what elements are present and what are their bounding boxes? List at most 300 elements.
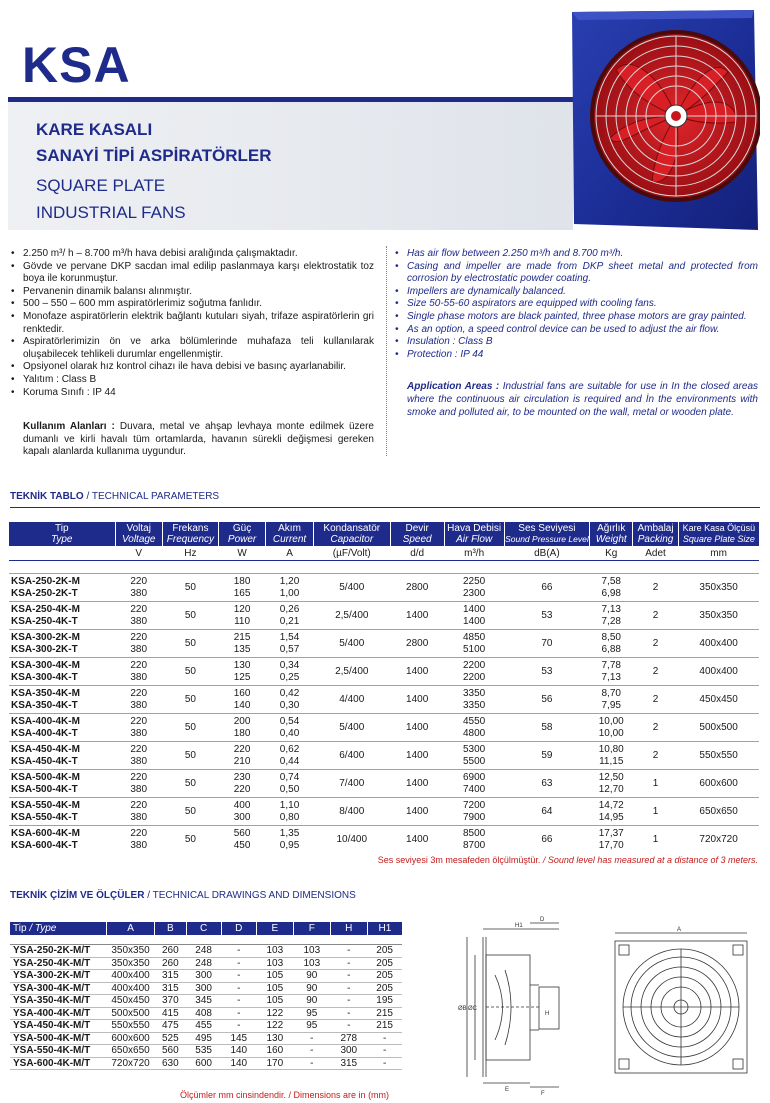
dims-cell: 720x720 <box>107 1057 155 1070</box>
tech-cell-w <box>218 798 265 826</box>
tech-cell-line: 215 <box>233 631 251 643</box>
tech-cell-hz: 50 <box>162 714 218 742</box>
technical-parameters-table <box>9 522 759 853</box>
tech-cell-line: 0,57 <box>279 643 300 655</box>
dims-cell: 103 <box>256 945 293 958</box>
tech-cell-pack: 1 <box>633 770 678 798</box>
tech-cell-cap: 7/400 <box>313 770 390 798</box>
tech-cell-db: 53 <box>504 658 589 686</box>
tech-cell-pack: 2 <box>633 742 678 770</box>
tech-cell-line: 380 <box>130 643 148 655</box>
tech-header-en: Square Plate Size <box>682 534 755 544</box>
tech-cell-line: 1,20 <box>279 575 300 587</box>
tech-cell-db: 66 <box>504 574 589 602</box>
tech-cell-line: 200 <box>233 715 251 727</box>
dims-cell: 248 <box>186 945 221 958</box>
tech-unit-cell: m³/h <box>444 546 504 561</box>
tech-cell-line: 17,37 <box>598 827 624 839</box>
tech-cell-db: 70 <box>504 630 589 658</box>
tech-cell-line: 380 <box>130 811 148 823</box>
dims-spacer-row <box>10 935 402 945</box>
tech-cell-line: 1,10 <box>279 799 300 811</box>
tech-cell-cap: 2,5/400 <box>313 602 390 630</box>
tech-header-cell <box>633 522 678 546</box>
dims-header-cell <box>10 922 107 935</box>
title-tr-line2: SANAYİ TİPİ ASPİRATÖRLER <box>36 146 272 165</box>
tech-cell-db: 59 <box>504 742 589 770</box>
tech-table-row <box>9 770 759 798</box>
tech-cell-line: 220 <box>130 827 148 839</box>
tech-cell-line: 160 <box>233 687 251 699</box>
tech-cell-line: 0,44 <box>279 755 300 767</box>
tech-cell-flow <box>444 798 504 826</box>
tech-cell-line: 2300 <box>463 587 486 599</box>
tech-cell-db: 56 <box>504 686 589 714</box>
tech-cell-flow <box>444 630 504 658</box>
tech-header-en: Voltage <box>121 534 156 545</box>
tech-cell-line: 0,42 <box>279 687 300 699</box>
feature-tr: • Pervanenin dinamik balansı alınmıştır. <box>10 286 374 299</box>
tech-header-en: Type <box>51 534 73 545</box>
tech-cell-hz: 50 <box>162 602 218 630</box>
dims-cell: - <box>221 982 256 995</box>
feature-tr: • Monofaze aspiratörlerin elektrik bağlantı kutuları siyah, trifaze aspiratörlerin gri renktedir. <box>10 311 374 336</box>
tech-cell-line: 0,80 <box>279 811 300 823</box>
dims-cell: 408 <box>186 1007 221 1020</box>
feature-en: • Insulation : Class B <box>394 336 758 349</box>
tech-cell-line: 0,95 <box>279 839 300 851</box>
dims-header-cell: C <box>186 922 221 935</box>
tech-cell-line: 10,80 <box>598 743 624 755</box>
tech-cell-pack: 1 <box>633 798 678 826</box>
dims-cell: 103 <box>256 957 293 970</box>
dims-table-row <box>10 982 402 995</box>
tech-header-tr: Devir <box>405 523 429 534</box>
side-view-drawing <box>467 923 559 1087</box>
tech-cell-line: 1,54 <box>279 631 300 643</box>
section1-en: / TECHNICAL PARAMETERS <box>83 491 220 502</box>
tech-unit-cell: (µF/Volt) <box>313 546 390 561</box>
tech-cell-w <box>218 826 265 854</box>
dims-cell: 215 <box>367 1007 402 1020</box>
tech-cell-line: 8500 <box>463 827 486 839</box>
usage-tr-label: Kullanım Alanları : <box>23 421 115 433</box>
tech-cell-rpm: 1400 <box>390 602 444 630</box>
tech-cell-line: KSA-600-4K-M <box>11 827 80 839</box>
dims-table-row <box>10 945 402 958</box>
usage-en-text: Industrial fans are suitable for use in In the closed areas where the continuous air circulation is required and İn the environments with smoke and polluted air, to be mounted on the wall, metal or wooden plate. <box>407 381 759 418</box>
tech-cell-line: 6,98 <box>601 587 621 599</box>
tech-cell-db: 66 <box>504 826 589 854</box>
tech-cell-volt <box>115 742 162 770</box>
dims-cell: - <box>330 970 367 983</box>
tech-cell-tip <box>9 770 115 798</box>
tech-cell-tip <box>9 574 115 602</box>
dims-header-cell: F <box>293 922 330 935</box>
tech-cell-cap: 5/400 <box>313 714 390 742</box>
tech-cell-kg <box>590 630 633 658</box>
tech-header-tr: Tip <box>54 523 69 534</box>
feature-en: • Impellers are dynamically balanced. <box>394 286 758 299</box>
dims-cell: - <box>293 1045 330 1058</box>
tech-cell-line: 120 <box>233 603 251 615</box>
tech-header-cell <box>218 522 265 546</box>
tech-unit-cell: Adet <box>633 546 678 561</box>
tech-cell-rpm: 1400 <box>390 742 444 770</box>
tech-cell-line: KSA-500-4K-T <box>11 783 78 795</box>
section-technical-parameters <box>10 491 219 502</box>
dims-cell: 495 <box>186 1032 221 1045</box>
tech-cell-line: 220 <box>130 631 148 643</box>
tech-cell-line: KSA-250-4K-T <box>11 615 78 627</box>
tech-unit-cell: W <box>218 546 265 561</box>
tech-cell-cap: 5/400 <box>313 630 390 658</box>
tech-cell-tip <box>9 826 115 854</box>
tech-cell-line: 140 <box>233 699 251 711</box>
dims-table-row <box>10 995 402 1008</box>
tech-cell-a <box>266 714 313 742</box>
tech-cell-line: 8,50 <box>601 631 621 643</box>
tech-unit-cell: mm <box>678 546 759 561</box>
tech-cell-volt <box>115 658 162 686</box>
tech-table-row <box>9 658 759 686</box>
dims-header-en: / Type <box>29 923 57 934</box>
tech-cell-line: 5300 <box>463 743 486 755</box>
tech-cell-line: 165 <box>233 587 251 599</box>
dims-cell: 103 <box>293 957 330 970</box>
tech-cell-rpm: 1400 <box>390 714 444 742</box>
dims-cell: 248 <box>186 957 221 970</box>
tech-header-cell <box>504 522 589 546</box>
tech-cell-line: 0,34 <box>279 659 300 671</box>
tech-cell-line: 130 <box>233 659 251 671</box>
tech-cell-line: 12,70 <box>598 783 624 795</box>
dims-cell: YSA-600-4K-M/T <box>10 1057 107 1070</box>
dims-cell: 315 <box>330 1057 367 1070</box>
tech-cell-line: 0,62 <box>279 743 300 755</box>
tech-spacer-row <box>9 561 759 574</box>
label-a: A <box>677 927 682 933</box>
tech-cell-kg <box>590 658 633 686</box>
dims-cell: 560 <box>155 1045 187 1058</box>
dims-cell: YSA-350-4K-M/T <box>10 995 107 1008</box>
tech-cell-line: 1,00 <box>279 587 300 599</box>
tech-cell-a <box>266 602 313 630</box>
tech-cell-line: 210 <box>233 755 251 767</box>
dims-cell: 95 <box>293 1020 330 1033</box>
label-phi-b: ØB <box>458 1006 467 1012</box>
dims-table-row <box>10 1045 402 1058</box>
tech-cell-line: KSA-550-4K-M <box>11 799 80 811</box>
tech-table-body <box>9 546 759 853</box>
technical-drawing <box>455 915 767 1095</box>
tech-header-en: Weight <box>595 534 627 545</box>
tech-cell-line: 110 <box>234 615 251 627</box>
tech-cell-a <box>266 658 313 686</box>
tech-header-en: Capacitor <box>330 534 374 545</box>
feature-en: • Casing and impeller are made from DKP sheet metal and protected from corrosion by electrostatic powder coating. <box>394 261 758 286</box>
dims-cell: 215 <box>367 1020 402 1033</box>
dims-cell: - <box>330 957 367 970</box>
tech-header-tr: Frekans <box>172 523 209 534</box>
tech-cell-line: 380 <box>130 587 148 599</box>
tech-header-en: Speed <box>402 534 432 545</box>
tech-cell-line: 220 <box>130 715 148 727</box>
tech-cell-pack: 2 <box>633 714 678 742</box>
label-f: F <box>541 1091 545 1095</box>
tech-cell-size: 450x450 <box>678 686 759 714</box>
tech-cell-line: 6,88 <box>601 643 621 655</box>
front-view-drawing <box>615 933 747 1073</box>
dims-cell: 315 <box>155 970 187 983</box>
section1-rule <box>10 507 760 508</box>
tech-cell-line: 450 <box>233 839 251 851</box>
tech-cell-volt <box>115 770 162 798</box>
dims-cell: 140 <box>221 1045 256 1058</box>
dims-cell: YSA-300-2K-M/T <box>10 970 107 983</box>
tech-cell-line: 4550 <box>463 715 486 727</box>
dims-cell: 300 <box>186 982 221 995</box>
dims-cell: 525 <box>155 1032 187 1045</box>
tech-cell-line: 400 <box>233 799 251 811</box>
tech-cell-line: 2200 <box>463 659 486 671</box>
dims-cell: - <box>221 970 256 983</box>
tech-cell-line: 0,40 <box>279 727 300 739</box>
dims-cell: 130 <box>256 1032 293 1045</box>
tech-header-cell <box>390 522 444 546</box>
tech-cell-hz: 50 <box>162 742 218 770</box>
dims-cell: 350x350 <box>107 957 155 970</box>
tech-cell-line: 7200 <box>463 799 486 811</box>
dims-cell: YSA-300-4K-M/T <box>10 982 107 995</box>
spacer <box>10 935 402 945</box>
tech-cell-cap: 2,5/400 <box>313 658 390 686</box>
dims-header-tr: Tip <box>13 923 30 934</box>
tech-cell-line: KSA-600-4K-T <box>11 839 78 851</box>
tech-cell-size: 720x720 <box>678 826 759 854</box>
tech-header-cell <box>9 522 115 546</box>
tech-cell-rpm: 1400 <box>390 798 444 826</box>
label-h: H <box>545 1011 550 1017</box>
dims-table-row <box>10 1020 402 1033</box>
dims-cell: 400x400 <box>107 970 155 983</box>
tech-cell-line: 5100 <box>463 643 486 655</box>
tech-cell-line: 380 <box>130 839 148 851</box>
tech-cell-rpm: 1400 <box>390 658 444 686</box>
tech-cell-line: 7,28 <box>601 615 621 627</box>
tech-cell-line: 7,13 <box>601 671 621 683</box>
fan-product-image <box>568 10 760 232</box>
dims-cell: 300 <box>330 1045 367 1058</box>
dims-cell: 600x600 <box>107 1032 155 1045</box>
tech-cell-line: 220 <box>130 687 148 699</box>
dims-cell: - <box>330 945 367 958</box>
tech-cell-tip <box>9 630 115 658</box>
tech-cell-line: 135 <box>233 643 251 655</box>
tech-table-row <box>9 574 759 602</box>
dims-cell: 600 <box>186 1057 221 1070</box>
dims-cell: 535 <box>186 1045 221 1058</box>
dims-cell: 500x500 <box>107 1007 155 1020</box>
tech-cell-db: 63 <box>504 770 589 798</box>
tech-unit-cell: Hz <box>162 546 218 561</box>
dims-cell: 145 <box>221 1032 256 1045</box>
tech-cell-line: 7,13 <box>601 603 621 615</box>
dims-cell: - <box>221 995 256 1008</box>
tech-cell-line: 0,50 <box>279 783 300 795</box>
feature-tr: • 500 – 550 – 600 mm aspiratörlerimiz soğutma fanlıdır. <box>10 298 374 311</box>
tech-cell-line: 8700 <box>463 839 486 851</box>
features-en <box>394 248 758 419</box>
dims-table-row <box>10 957 402 970</box>
tech-cell-line: 180 <box>233 575 251 587</box>
dims-cell: - <box>221 1007 256 1020</box>
dims-cell: 475 <box>155 1020 187 1033</box>
tech-header-tr: Ses Seviyesi <box>518 523 576 534</box>
tech-cell-flow <box>444 686 504 714</box>
tech-cell-line: 230 <box>233 771 251 783</box>
tech-cell-w <box>218 742 265 770</box>
tech-cell-a <box>266 798 313 826</box>
dims-cell: - <box>330 995 367 1008</box>
dims-cell: 350x350 <box>107 945 155 958</box>
tech-cell-a <box>266 630 313 658</box>
tech-cell-flow <box>444 742 504 770</box>
label-e: E <box>505 1087 510 1093</box>
dims-cell: - <box>330 982 367 995</box>
tech-cell-tip <box>9 714 115 742</box>
tech-header-cell <box>266 522 313 546</box>
tech-cell-line: 180 <box>233 727 251 739</box>
dims-cell: YSA-250-4K-M/T <box>10 957 107 970</box>
tech-cell-a <box>266 826 313 854</box>
feature-en: • Size 50-55-60 aspirators are equipped with cooling fans. <box>394 298 758 311</box>
tech-cell-line: 1400 <box>463 603 486 615</box>
tech-cell-rpm: 1400 <box>390 826 444 854</box>
tech-cell-line: 5500 <box>463 755 486 767</box>
dims-cell: 260 <box>155 957 187 970</box>
dims-cell: 105 <box>256 995 293 1008</box>
tech-cell-line: 1400 <box>463 615 486 627</box>
dims-header-cell: E <box>256 922 293 935</box>
dims-header-cell: H <box>330 922 367 935</box>
dims-cell: 205 <box>367 945 402 958</box>
dims-cell: 90 <box>293 995 330 1008</box>
tech-cell-db: 53 <box>504 602 589 630</box>
tech-cell-hz: 50 <box>162 574 218 602</box>
dims-cell: 300 <box>186 970 221 983</box>
tech-unit-cell: A <box>266 546 313 561</box>
tech-cell-line: 8,70 <box>601 687 621 699</box>
tech-header-tr: Kondansatör <box>323 523 381 534</box>
dims-cell: 122 <box>256 1020 293 1033</box>
tech-cell-line: 220 <box>130 799 148 811</box>
dims-cell: - <box>330 1020 367 1033</box>
usage-en-label: Application Areas : <box>407 381 500 393</box>
tech-cell-hz: 50 <box>162 770 218 798</box>
tech-cell-line: 4800 <box>463 727 486 739</box>
tech-header-tr: Akım <box>278 523 301 534</box>
tech-cell-line: 7,78 <box>601 659 621 671</box>
dims-cell: 550x550 <box>107 1020 155 1033</box>
dims-cell: YSA-500-4K-M/T <box>10 1032 107 1045</box>
label-d: D <box>540 917 545 923</box>
tech-cell-line: 220 <box>130 575 148 587</box>
tech-cell-flow <box>444 602 504 630</box>
tech-cell-line: 380 <box>130 727 148 739</box>
tech-cell-cap: 6/400 <box>313 742 390 770</box>
tech-cell-line: 0,26 <box>279 603 300 615</box>
tech-cell-hz: 50 <box>162 798 218 826</box>
tech-table-row <box>9 798 759 826</box>
dims-cell: YSA-550-4K-M/T <box>10 1045 107 1058</box>
dims-cell: 370 <box>155 995 187 1008</box>
section2-tr: TEKNİK ÇİZİM VE ÖLÇÜLER <box>10 890 145 901</box>
tech-cell-pack: 2 <box>633 686 678 714</box>
tech-cell-pack: 2 <box>633 574 678 602</box>
tech-cell-line: 4850 <box>463 631 486 643</box>
dims-cell: YSA-250-2K-M/T <box>10 945 107 958</box>
dims-cell: 205 <box>367 982 402 995</box>
tech-cell-w <box>218 686 265 714</box>
tech-header-en: Power <box>227 534 257 545</box>
tech-cell-line: 0,74 <box>279 771 300 783</box>
tech-cell-volt <box>115 630 162 658</box>
feature-tr: • Gövde ve pervane DKP sacdan imal edilip paslanmaya karşı elektrostatik toz boya ile korunmuştur. <box>10 261 374 286</box>
tech-cell-kg <box>590 602 633 630</box>
tech-cell-line: 2200 <box>463 671 486 683</box>
feature-en: • Single phase motors are black painted, three phase motors are gray painted. <box>394 311 758 324</box>
tech-cell-size: 350x350 <box>678 602 759 630</box>
tech-cell-volt <box>115 574 162 602</box>
dims-cell: 650x650 <box>107 1045 155 1058</box>
tech-cell-line: 0,21 <box>279 615 300 627</box>
tech-header-tr: Ağırlık <box>597 523 626 534</box>
tech-header-cell <box>444 522 504 546</box>
tech-header-tr: Güç <box>232 523 252 534</box>
tech-cell-rpm: 1400 <box>390 686 444 714</box>
tech-cell-pack: 1 <box>633 826 678 854</box>
tech-cell-line: 380 <box>130 615 148 627</box>
tech-cell-hz: 50 <box>162 826 218 854</box>
dims-table-header-row <box>10 922 402 935</box>
tech-cell-line: KSA-400-4K-M <box>11 715 80 727</box>
column-divider <box>386 246 387 456</box>
dimensions-unit-note: Ölçümler mm cinsindendir. / Dimensions are in (mm) <box>180 1090 390 1100</box>
tech-cell-tip <box>9 798 115 826</box>
tech-cell-line: 2250 <box>463 575 486 587</box>
title-tr-line1: KARE KASALI <box>36 120 153 139</box>
feature-tr: • Yalıtım : Class B <box>10 374 374 387</box>
dims-cell: 315 <box>155 982 187 995</box>
sound-level-note <box>378 855 758 865</box>
tech-cell-hz: 50 <box>162 658 218 686</box>
tech-cell-line: 7400 <box>463 783 486 795</box>
feature-tr: • 2.250 m³/ h – 8.700 m³/h hava debisi aralığında çalışmaktadır. <box>10 248 374 261</box>
dims-cell: - <box>330 1007 367 1020</box>
tech-cell-a <box>266 574 313 602</box>
dims-cell: 95 <box>293 1007 330 1020</box>
tech-cell-a <box>266 770 313 798</box>
tech-cell-line: 10,00 <box>598 715 624 727</box>
dims-cell: 105 <box>256 982 293 995</box>
dims-table-row <box>10 1057 402 1070</box>
tech-cell-size: 350x350 <box>678 574 759 602</box>
dims-cell: 90 <box>293 970 330 983</box>
tech-table-header-row <box>9 522 759 546</box>
tech-cell-kg <box>590 686 633 714</box>
tech-header-tr: Ambalaj <box>637 523 674 534</box>
